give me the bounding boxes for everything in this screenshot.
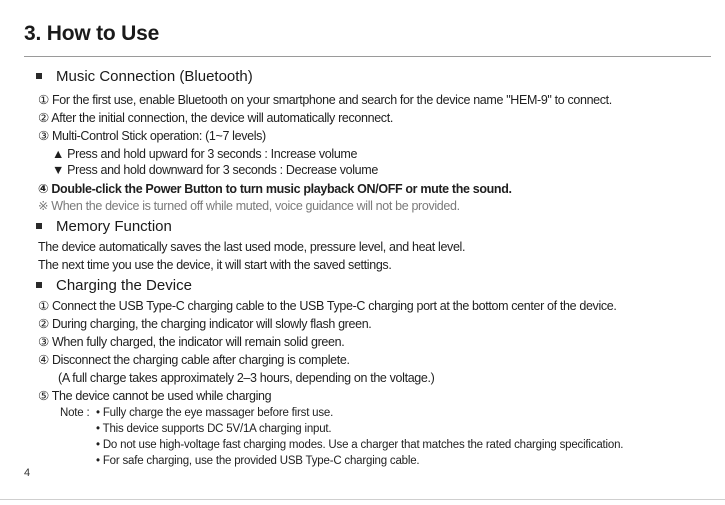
charging-line-2: ② During charging, the charging indicator will slowly flash green.	[38, 317, 372, 331]
music-line-3: ③ Multi-Control Stick operation: (1~7 levels)	[38, 129, 266, 143]
music-line-2: ② After the initial connection, the device will automatically reconnect.	[38, 111, 393, 125]
section-heading-music	[36, 67, 253, 87]
section-heading-text: Memory Function	[56, 218, 172, 235]
charging-line-4: ④ Disconnect the charging cable after charging is complete.	[38, 353, 350, 367]
music-line-volume-up: ▲ Press and hold upward for 3 seconds : Increase volume	[52, 147, 358, 161]
music-note: ※ When the device is turned off while muted, voice guidance will not be provided.	[38, 199, 460, 213]
section-heading-charging	[36, 276, 192, 296]
charging-line-3: ③ When fully charged, the indicator will remain solid green.	[38, 335, 345, 349]
music-line-volume-down: ▼ Press and hold downward for 3 seconds : Decrease volume	[52, 163, 378, 177]
page-title: 3. How to Use	[24, 22, 160, 45]
square-bullet-icon	[36, 282, 42, 288]
note-item-3: • Do not use high-voltage fast charging modes. Use a charger that matches the rated charging specification.	[96, 439, 624, 451]
charging-line-1: ① Connect the USB Type-C charging cable to the USB Type-C charging port at the bottom center of the device.	[38, 299, 617, 313]
square-bullet-icon	[36, 223, 42, 229]
note-item-1: • Fully charge the eye massager before first use.	[96, 407, 334, 419]
music-line-4: ④ Double-click the Power Button to turn music playback ON/OFF or mute the sound.	[38, 182, 512, 196]
note-item-2: • This device supports DC 5V/1A charging input.	[96, 423, 332, 435]
music-line-1: ① For the first use, enable Bluetooth on your smartphone and search for the device name "HEM-9" to connect.	[38, 93, 612, 107]
section-heading-text: Charging the Device	[56, 277, 192, 294]
charging-line-duration: (A full charge takes approximately 2–3 hours, depending on the voltage.)	[58, 371, 435, 385]
section-heading-memory	[36, 217, 172, 237]
title-divider	[24, 56, 711, 57]
memory-line-1: The device automatically saves the last used mode, pressure level, and heat level.	[38, 240, 466, 254]
memory-line-2: The next time you use the device, it will start with the saved settings.	[38, 258, 392, 272]
charging-line-5: ⑤ The device cannot be used while charging	[38, 389, 272, 403]
bottom-divider	[0, 499, 725, 500]
page-number: 4	[24, 467, 31, 479]
note-item-4: • For safe charging, use the provided USB Type-C charging cable.	[96, 455, 420, 467]
section-heading-text: Music Connection (Bluetooth)	[56, 68, 253, 85]
square-bullet-icon	[36, 73, 42, 79]
note-label: Note :	[60, 407, 90, 419]
